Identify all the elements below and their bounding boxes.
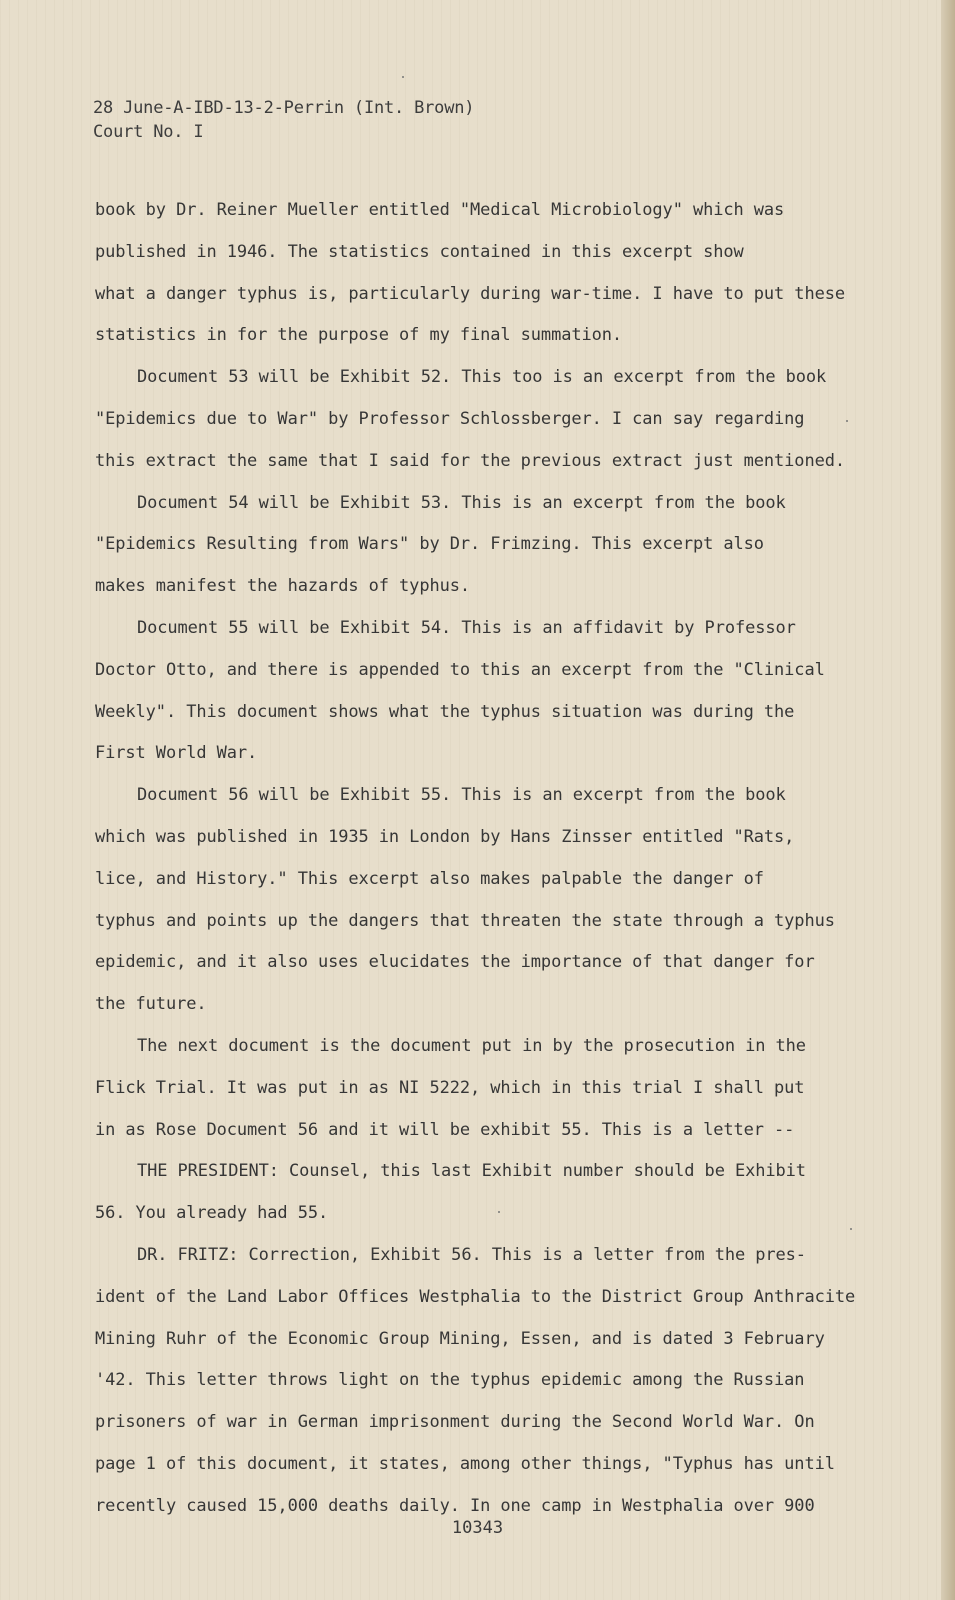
- paper-speck: [498, 1211, 500, 1213]
- text-line: typhus and points up the dangers that threaten the state through a typhus: [95, 910, 835, 931]
- text-line: Weekly". This document shows what the typhus situation was during the: [95, 701, 795, 722]
- text-line: Mining Ruhr of the Economic Group Mining, Essen, and is dated 3 February: [95, 1328, 825, 1349]
- text-line: published in 1946. The statistics contained in this excerpt show: [95, 241, 744, 262]
- text-line: Document 56 will be Exhibit 55. This is an excerpt from the book: [137, 785, 786, 806]
- text-line: THE PRESIDENT: Counsel, this last Exhibit number should be Exhibit: [137, 1161, 806, 1182]
- text-line: "Epidemics Resulting from Wars" by Dr. Frimzing. This excerpt also: [95, 534, 764, 555]
- paper-speck: [850, 1228, 852, 1230]
- text-line: DR. FRITZ: Correction, Exhibit 56. This is a letter from the pres-: [137, 1244, 806, 1265]
- text-line: ident of the Land Labor Offices Westphalia to the District Group Anthracite: [95, 1286, 856, 1307]
- text-line: makes manifest the hazards of typhus.: [95, 576, 470, 597]
- page-edge: [941, 0, 955, 1600]
- text-line: Document 55 will be Exhibit 54. This is an affidavit by Professor: [137, 617, 796, 638]
- text-line: this extract the same that I said for the previous extract just mentioned.: [95, 450, 845, 471]
- paper-speck: [846, 420, 848, 422]
- header-line-1: 28 June-A-IBD-13-2-Perrin (Int. Brown): [93, 98, 475, 118]
- text-line: in as Rose Document 56 and it will be exhibit 55. This is a letter --: [95, 1119, 795, 1140]
- text-line: epidemic, and it also uses elucidates the importance of that danger for: [95, 952, 815, 973]
- text-line: '42. This letter throws light on the typhus epidemic among the Russian: [95, 1370, 805, 1391]
- text-line: book by Dr. Reiner Mueller entitled "Medical Microbiology" which was: [95, 200, 785, 220]
- text-line: statistics in for the purpose of my final summation.: [95, 325, 623, 346]
- text-line: which was published in 1935 in London by Hans Zinsser entitled "Rats,: [95, 826, 795, 847]
- text-line: Flick Trial. It was put in as NI 5222, which in this trial I shall put: [95, 1077, 805, 1098]
- text-line: Document 53 will be Exhibit 52. This too is an excerpt from the book: [137, 367, 827, 388]
- text-line: Document 54 will be Exhibit 53. This is an excerpt from the book: [137, 492, 786, 513]
- document-header: [93, 96, 474, 144]
- page-number: 10343: [451, 1518, 504, 1538]
- text-line: "Epidemics due to War" by Professor Schlossberger. I can say regarding: [95, 408, 805, 429]
- text-line: Doctor Otto, and there is appended to this an excerpt from the "Clinical: [95, 659, 825, 680]
- text-line: recently caused 15,000 deaths daily. In one camp in Westphalia over 900: [95, 1495, 815, 1516]
- text-line: prisoners of war in German imprisonment during the Second World War. On: [95, 1412, 815, 1433]
- text-line: the future.: [95, 994, 207, 1015]
- text-line: page 1 of this document, it states, among other things, "Typhus has until: [95, 1453, 835, 1474]
- text-line: First World War.: [95, 743, 258, 764]
- paper-speck: [402, 76, 404, 78]
- header-line-2: Court No. I: [93, 122, 204, 142]
- text-line: what a danger typhus is, particularly during war-time. I have to put these: [95, 283, 845, 304]
- text-line: 56. You already had 55.: [95, 1203, 329, 1224]
- transcript-body: [95, 190, 865, 1528]
- text-line: lice, and History." This excerpt also makes palpable the danger of: [95, 868, 764, 889]
- text-line: The next document is the document put in by the prosecution in the: [137, 1035, 806, 1056]
